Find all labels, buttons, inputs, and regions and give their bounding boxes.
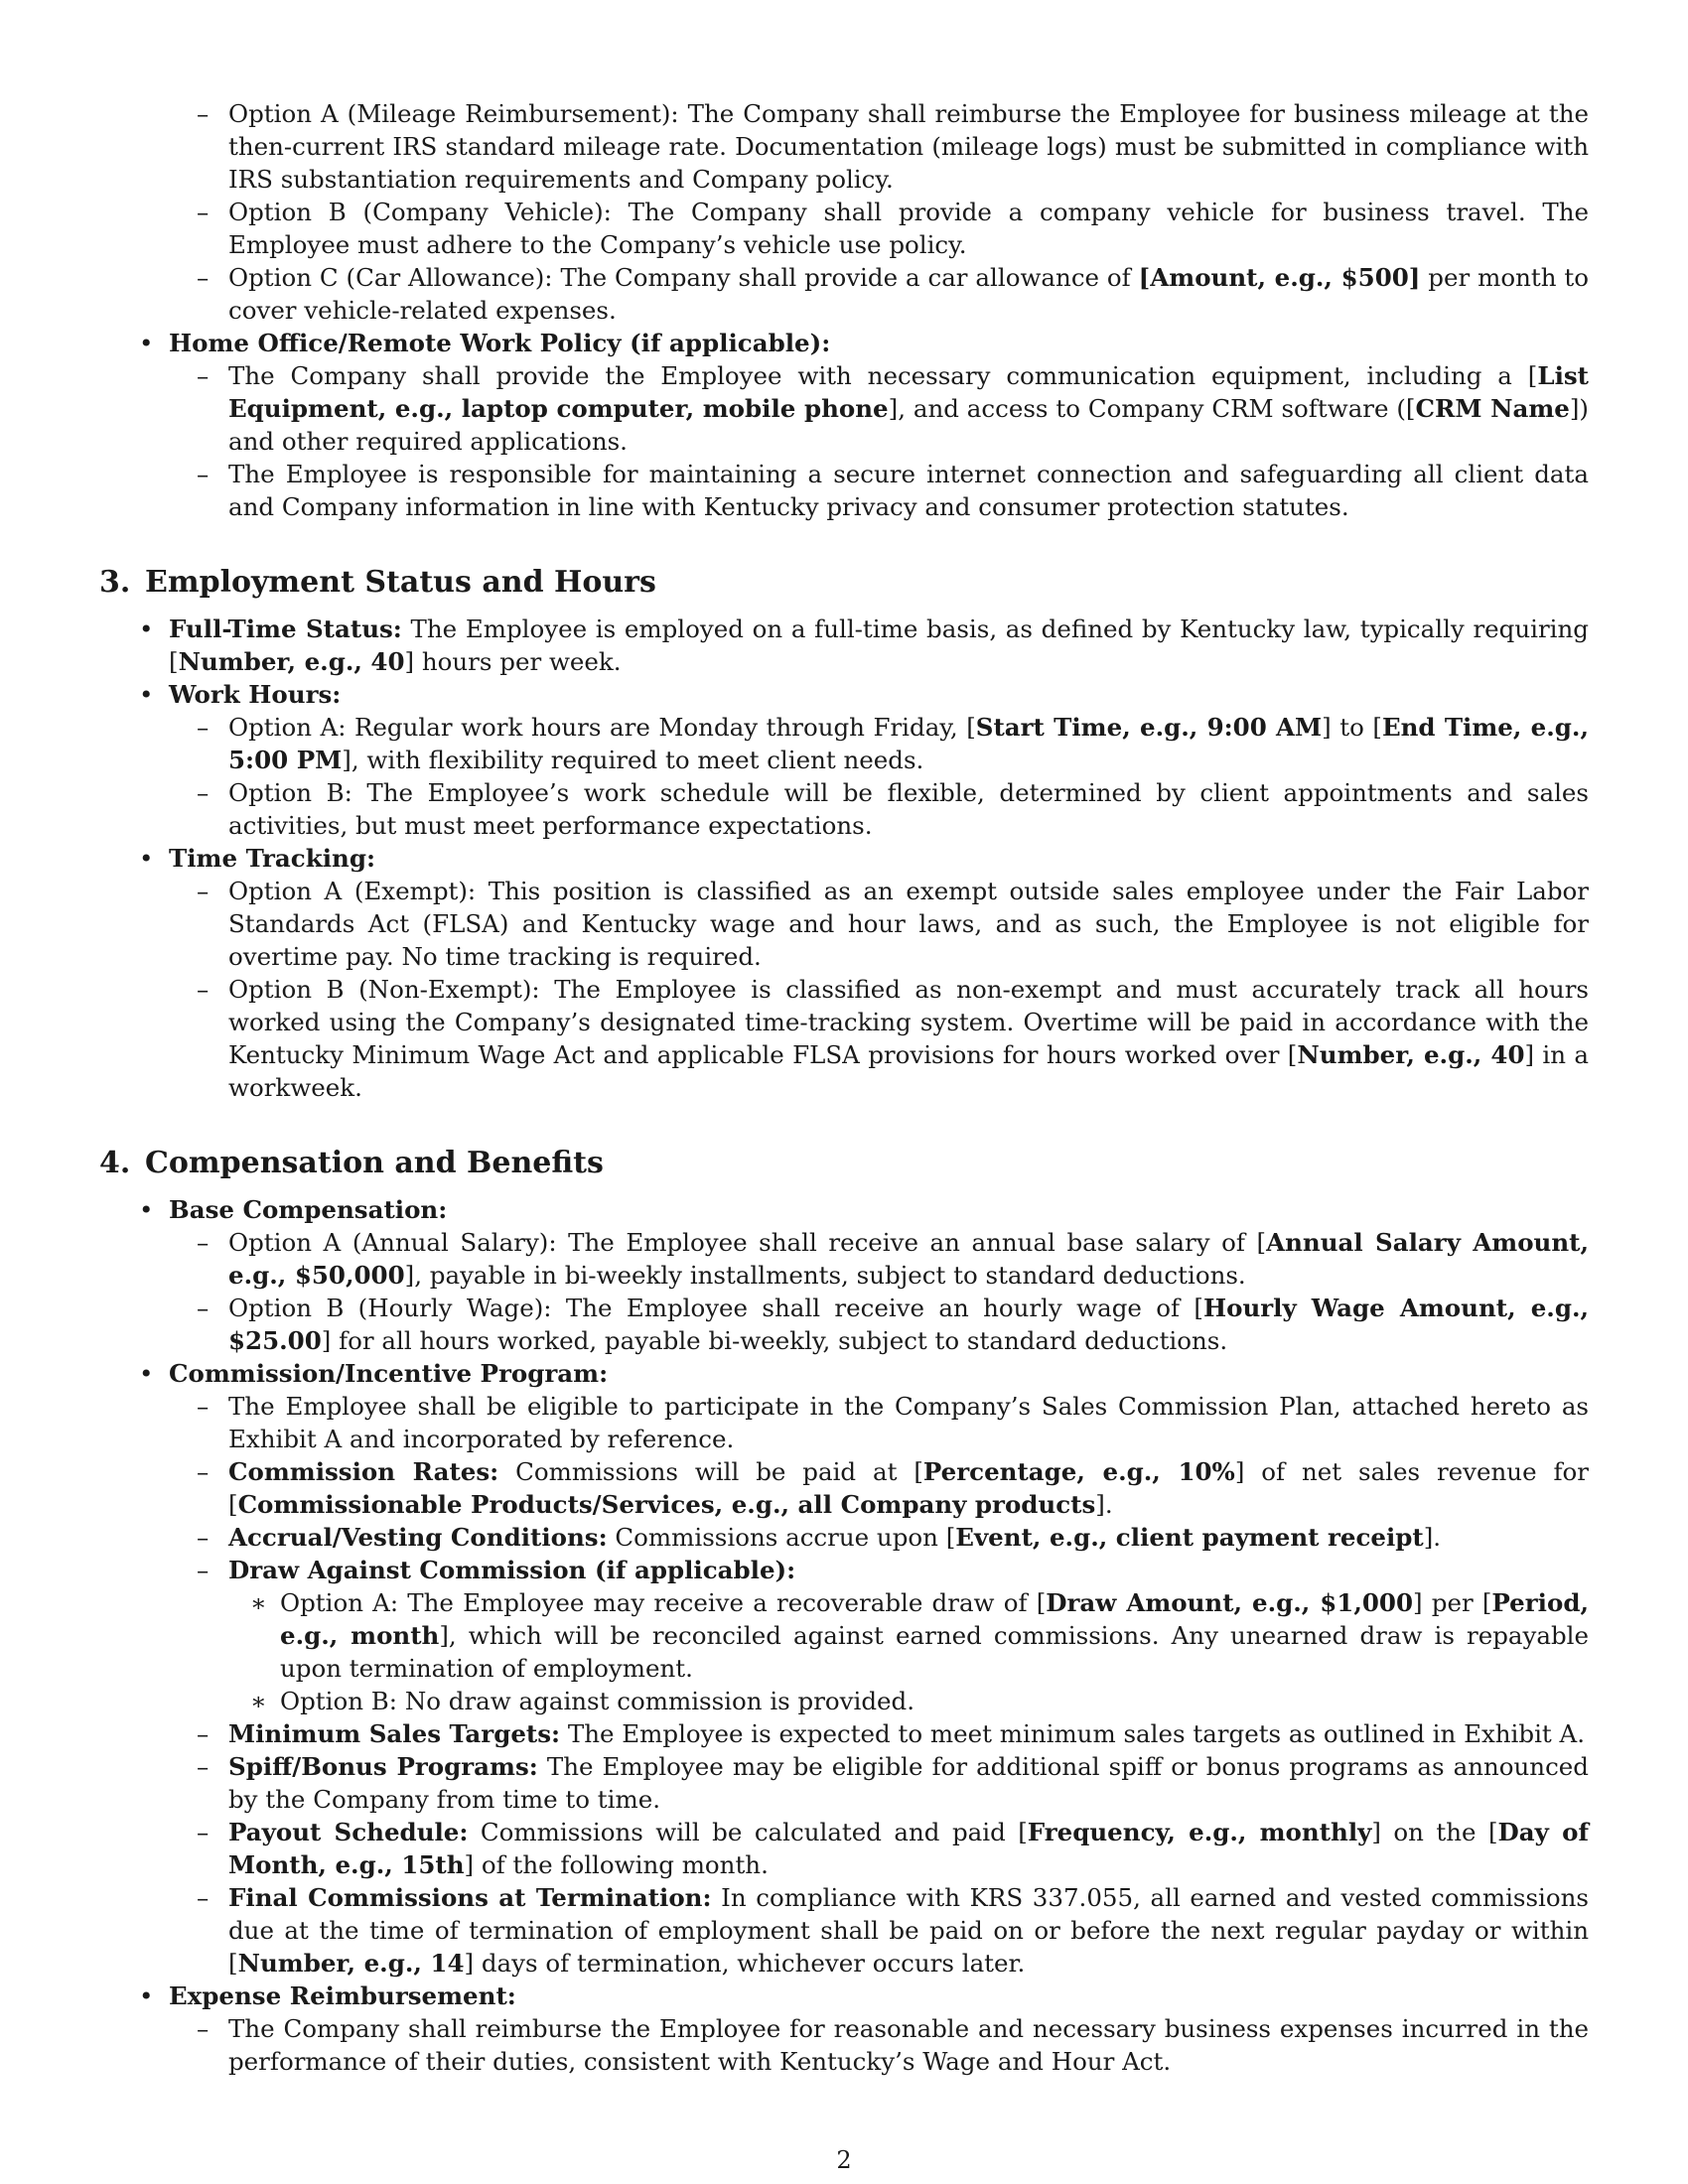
section-3-heading (99, 565, 1589, 601)
text-segment: ] of the following month. (464, 1850, 769, 1879)
text-segment: Commissions will be calculated and paid [ (468, 1818, 1028, 1846)
list-item (169, 776, 1589, 842)
bold-segment: Final Commissions at Termination: (228, 1883, 712, 1912)
bold-segment: Number, e.g., 40 (1297, 1040, 1525, 1069)
spiff-bonus-item (169, 1750, 1589, 1816)
time-tracking-label: Time Tracking: (169, 844, 375, 873)
document-page (99, 97, 1589, 2078)
text-segment: ], and access to Company CRM software ([ (888, 394, 1416, 423)
bold-segment: Payout Schedule: (228, 1818, 469, 1846)
text-segment: Option B: No draw against commission is provided. (280, 1687, 915, 1715)
bold-segment: Frequency, e.g., monthly (1027, 1818, 1372, 1846)
text-segment: The Company shall provide the Employee with necessary communication equipment, including a [ (228, 361, 1538, 390)
work-hours-item (99, 678, 1589, 842)
text-segment: ] of net sales revenue for [ (228, 1457, 1589, 1519)
text-segment: Option B (Non-Exempt): The Employee is classified as non-exempt and must accurately track all hours worked using the Company’s designated time-tracking system. Overtime will be paid in accordance with the Kentucky Minimum Wage Act and applicable FLSA provisions for hours worked over [ (228, 975, 1589, 1069)
section-4-list (99, 1193, 1589, 2078)
text-segment: The Employee is responsible for maintaining a secure internet connection and safeguarding all client data and Company information in line with Kentucky privacy and consumer protection statutes. (228, 460, 1589, 521)
bold-segment: Number, e.g., 40 (178, 647, 405, 676)
text-segment: Option A: Regular work hours are Monday through Friday, [ (228, 713, 976, 742)
commission-program-label: Commission/Incentive Program: (169, 1359, 609, 1388)
text-segment: Option A (Annual Salary): The Employee shall receive an annual base salary of [ (228, 1228, 1267, 1257)
text-segment: ] per [ (1413, 1588, 1492, 1617)
final-commissions-item (169, 1881, 1589, 1979)
bold-segment: Annual Salary Amount, e.g., $50,000 (228, 1228, 1590, 1290)
full-time-label: Full-Time Status: (169, 614, 402, 643)
text-segment: ], which will be reconciled against earned commissions. Any unearned draw is repayable upon termination of employment. (280, 1621, 1589, 1683)
text-segment: ] days of termination, whichever occurs later. (464, 1949, 1026, 1978)
bold-segment: Period, e.g., month (280, 1588, 1589, 1650)
bold-segment: Day of Month, e.g., 15th (228, 1818, 1589, 1879)
text-segment: The Employee may be eligible for additional spiff or bonus programs as announced by the Company from time to time. (228, 1752, 1589, 1814)
page-number: 2 (836, 2146, 852, 2174)
text-segment: Option B (Hourly Wage): The Employee shall receive an hourly wage of [ (228, 1294, 1203, 1322)
bold-segment: Spiff/Bonus Programs: (228, 1752, 538, 1781)
list-item (169, 1292, 1589, 1357)
text-segment: ]) and other required applications. (228, 394, 1589, 456)
section-title: Employment Status and Hours (145, 565, 656, 600)
text-segment: ] for all hours worked, payable bi-weekly, subject to standard deductions. (321, 1326, 1228, 1355)
list-item: – The Employee shall be eligible to participate in the Company’s Sales Commission Plan, attached hereto as Exhibit A and incorporated by reference. (169, 1390, 1589, 1455)
text-segment: ]. (1095, 1490, 1113, 1519)
text-segment: The Employee is expected to meet minimum sales targets as outlined in Exhibit A. (560, 1719, 1586, 1748)
bold-segment: Commissionable Products/Services, e.g., all Company products (237, 1490, 1096, 1519)
list-item (169, 973, 1589, 1104)
text-segment: ]. (1423, 1523, 1442, 1552)
bold-segment: CRM Name (1415, 394, 1570, 423)
text-segment: Commissions accrue upon [ (607, 1523, 956, 1552)
bold-segment: Number, e.g., 14 (237, 1949, 465, 1978)
text-segment: Commissions will be paid at [ (498, 1457, 923, 1486)
vehicle-options-list (169, 97, 1589, 327)
expense-reimbursement-item (99, 1979, 1589, 2078)
text-segment: ], with flexibility required to meet client needs. (342, 746, 924, 774)
accrual-conditions-item (169, 1521, 1589, 1554)
bold-segment: [Amount, e.g., $500] (1138, 263, 1421, 292)
section-number: 4. (99, 1146, 131, 1180)
draw-label: Draw Against Commission (if applicable): (228, 1556, 796, 1584)
text-segment: ] on the [ (1371, 1818, 1498, 1846)
text-segment: The Employee is employed on a full-time basis, as defined by Kentucky law, typically requiring [ (169, 614, 1589, 676)
base-compensation-label: Base Compensation: (169, 1195, 448, 1224)
text-segment: In compliance with KRS 337.055, all earned and vested commissions due at the time of termination of employment shall be paid on or before the next regular payday or within [ (228, 1883, 1589, 1978)
text-segment: ] hours per week. (404, 647, 622, 676)
section-title: Compensation and Benefits (145, 1146, 604, 1180)
list-item (169, 261, 1589, 327)
text-segment: Option A (Exempt): This position is classified as an exempt outside sales employee under the Fair Labor Standards Act (FLSA) and Kentucky wage and hour laws, and as such, the Employee is not eligible for overtime pay. No time tracking is required. (228, 877, 1589, 971)
text-segment: ], payable in bi-weekly installments, subject to standard deductions. (404, 1261, 1246, 1290)
base-compensation-item (99, 1193, 1589, 1357)
list-item (169, 458, 1589, 523)
section-3-list (99, 613, 1589, 1104)
text-segment: per month to cover vehicle-related expenses. (228, 263, 1589, 325)
bold-segment: Commission Rates: (228, 1457, 499, 1486)
text-segment: ] in a workweek. (228, 1040, 1590, 1102)
expense-label: Expense Reimbursement: (169, 1981, 516, 2010)
text-segment: Option B: The Employee’s work schedule will be flexible, determined by client appointments and sales activities, but must meet performance expectations. (228, 778, 1589, 840)
full-time-status-item (99, 613, 1589, 678)
text-segment: ] to [ (1322, 713, 1382, 742)
bold-segment: Start Time, e.g., 9:00 AM (975, 713, 1323, 742)
payout-schedule-item (169, 1816, 1589, 1881)
section-number: 3. (99, 565, 131, 600)
bold-segment: Hourly Wage Amount, e.g., $25.00 (228, 1294, 1590, 1355)
commission-rates-item (169, 1455, 1589, 1521)
time-tracking-item (99, 842, 1589, 1104)
bold-segment: Draw Amount, e.g., $1,000 (1046, 1588, 1414, 1617)
commission-program-item (99, 1357, 1589, 1979)
text-segment: Option A (Mileage Reimbursement): The Company shall reimburse the Employee for business mileage at the then-current IRS standard mileage rate. Documentation (mileage logs) must be submitted in compliance with IRS substantiation requirements and Company policy. (228, 99, 1589, 194)
list-item (228, 1586, 1589, 1685)
list-item (169, 711, 1589, 776)
list-item (169, 196, 1589, 261)
list-item (169, 359, 1589, 458)
work-hours-label: Work Hours: (169, 680, 342, 709)
home-office-item (99, 327, 1589, 523)
list-item (169, 875, 1589, 973)
list-item (169, 97, 1589, 196)
text-segment: Option B (Company Vehicle): The Company shall provide a company vehicle for business travel. The Employee must adhere to the Company’s vehicle use policy. (228, 198, 1589, 259)
home-office-label: Home Office/Remote Work Policy (if applicable): (169, 329, 831, 357)
list-item: – The Company shall reimburse the Employee for reasonable and necessary business expenses incurred in the performance of their duties, consistent with Kentucky’s Wage and Hour Act. (169, 2012, 1589, 2078)
home-office-list (99, 327, 1589, 523)
bold-segment: Percentage, e.g., 10% (922, 1457, 1235, 1486)
text-segment: Option C (Car Allowance): The Company shall provide a car allowance of (228, 263, 1139, 292)
text-segment: Option A: The Employee may receive a recoverable draw of [ (280, 1588, 1047, 1617)
bold-segment: Accrual/Vesting Conditions: (228, 1523, 608, 1552)
list-item (169, 1226, 1589, 1292)
list-item (228, 1685, 1589, 1717)
bold-segment: Event, e.g., client payment receipt (955, 1523, 1424, 1552)
sales-targets-item (169, 1717, 1589, 1750)
section-4-heading (99, 1146, 1589, 1181)
bold-segment: Minimum Sales Targets: (228, 1719, 561, 1748)
bold-segment: End Time, e.g., 5:00 PM (228, 713, 1589, 774)
bold-segment: List Equipment, e.g., laptop computer, mobile phone (228, 361, 1589, 423)
draw-against-commission-item (169, 1554, 1589, 1717)
